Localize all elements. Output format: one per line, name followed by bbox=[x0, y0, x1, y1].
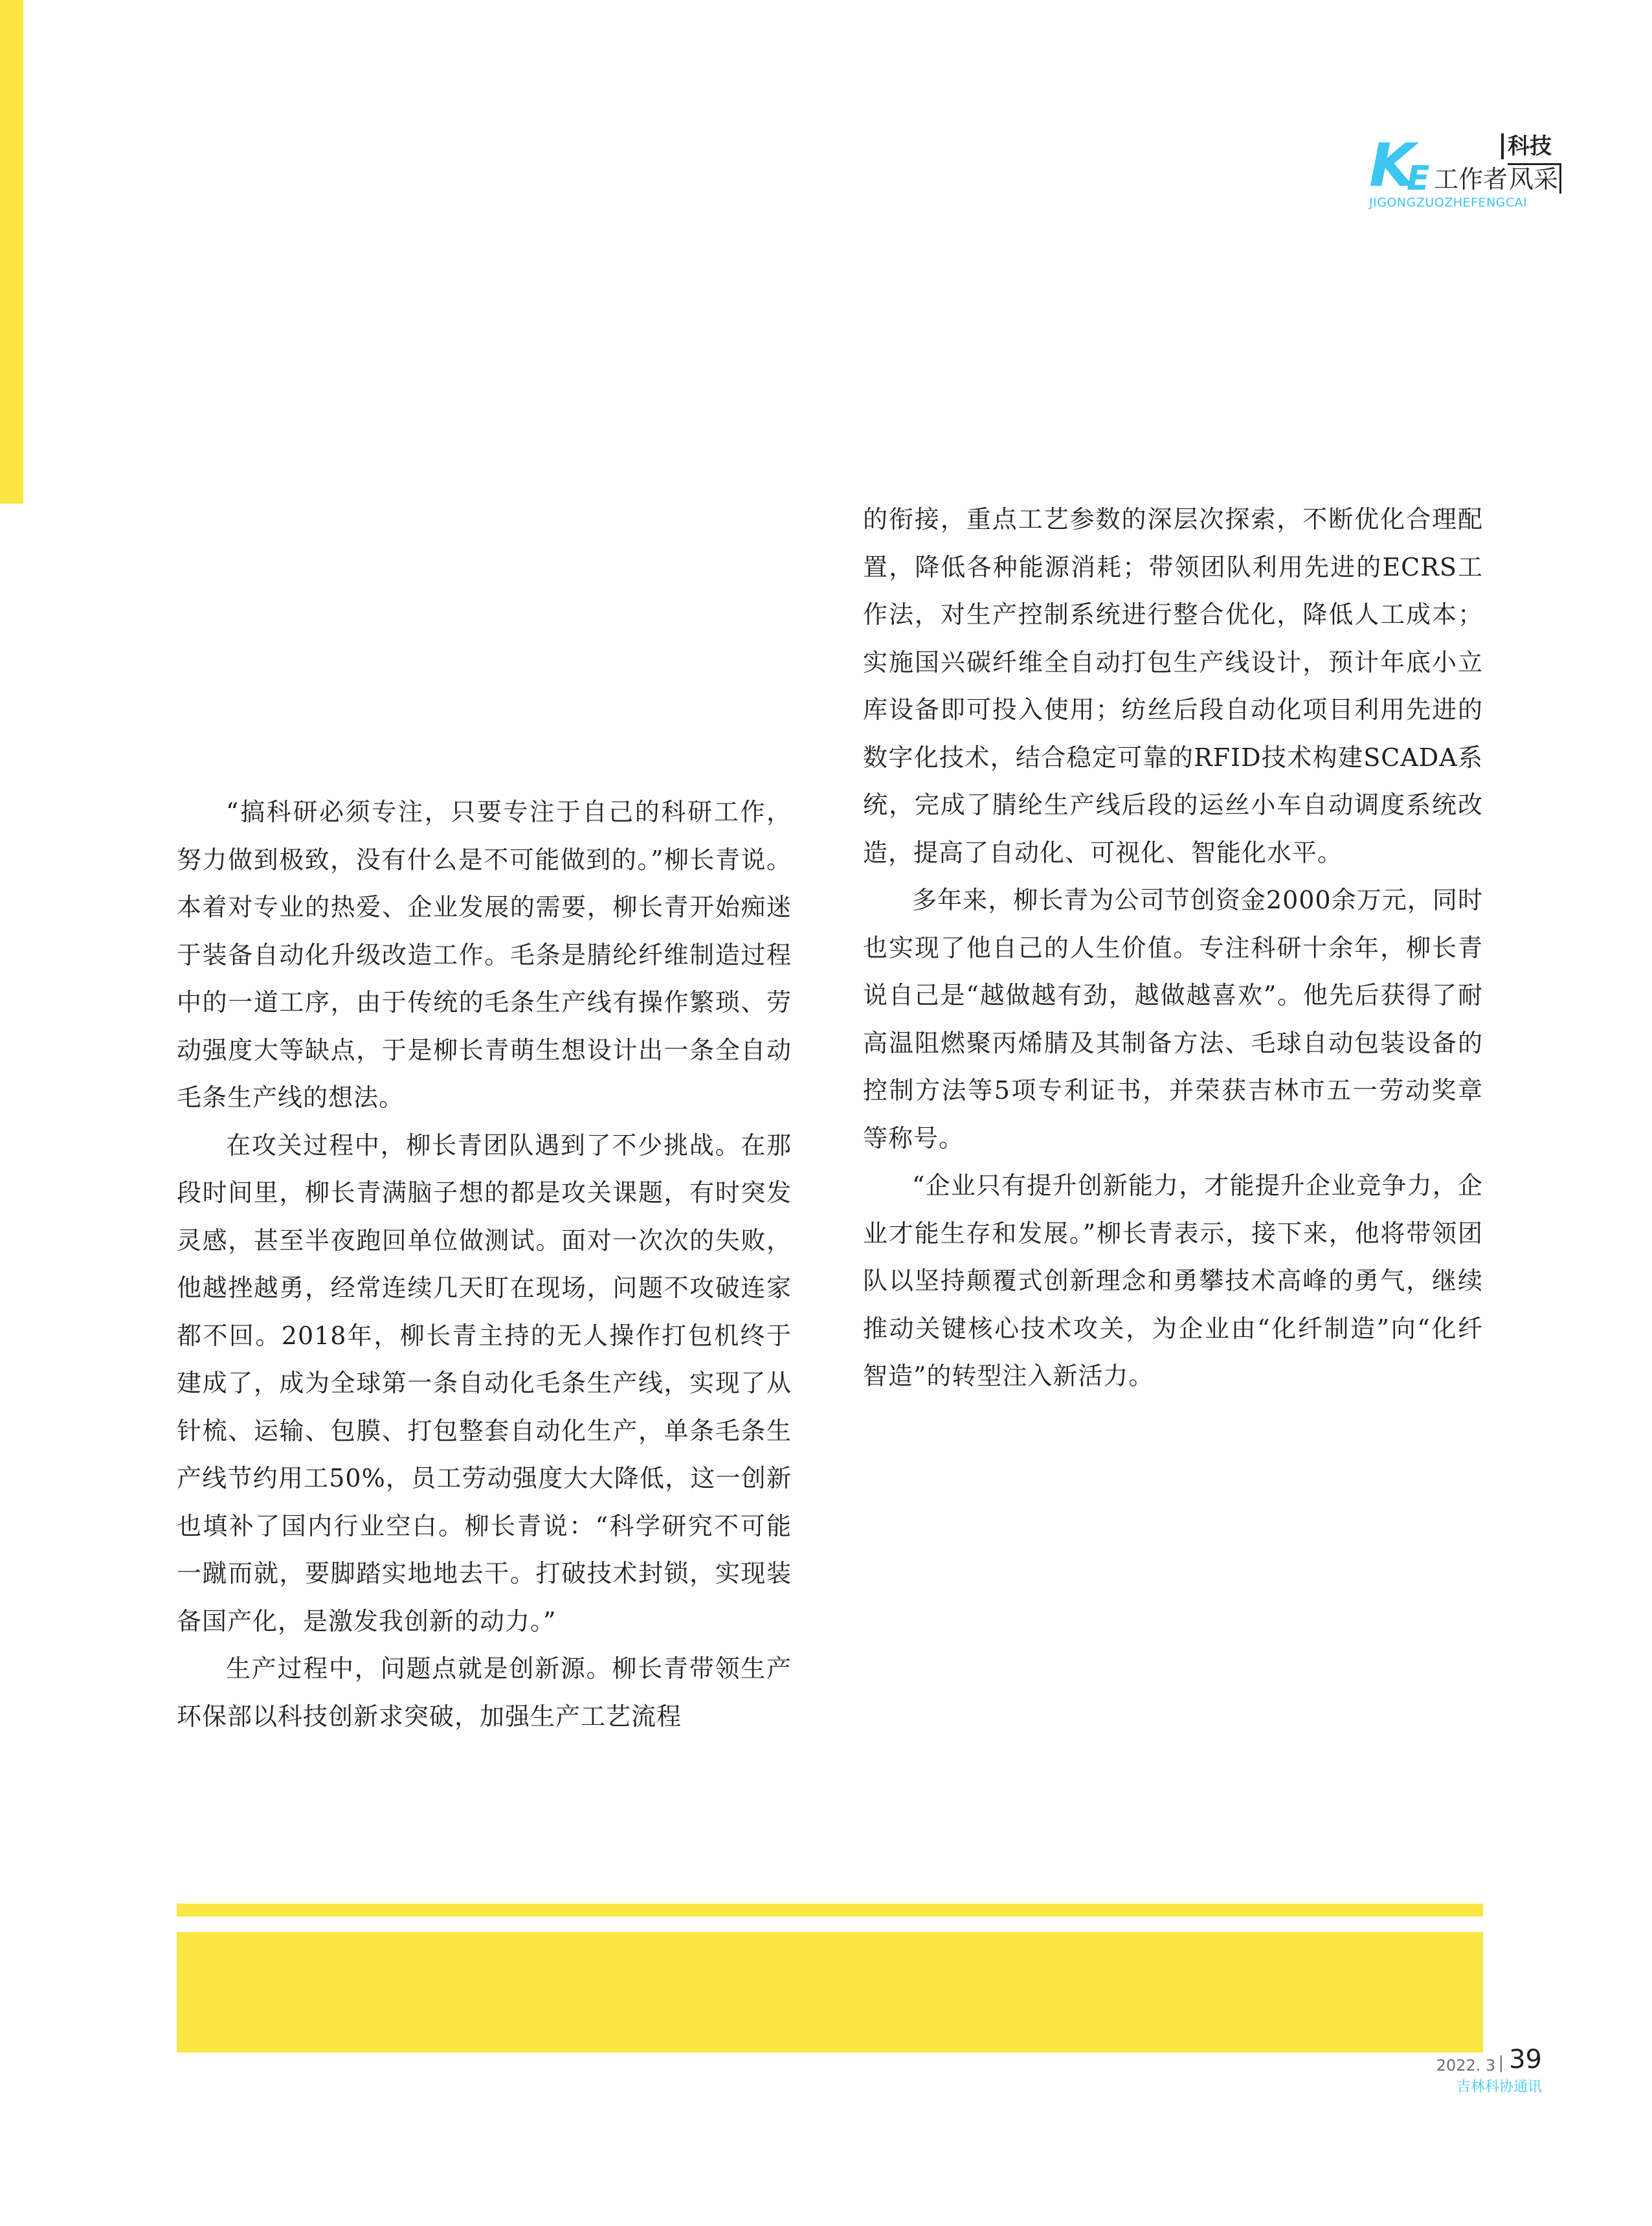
bottom-yellow-block bbox=[177, 1932, 1483, 2052]
logo-e-letter: E bbox=[1407, 159, 1430, 198]
section-title-sub-a: 工作者 bbox=[1434, 165, 1508, 194]
article-column-left bbox=[177, 789, 792, 1740]
section-title-top: 科技 bbox=[1501, 133, 1552, 159]
article-column-right bbox=[863, 496, 1483, 1400]
article-paragraph: 生产过程中，问题点就是创新源。柳长青带领生产环保部以科技创新求突破，加强生产工艺流程 bbox=[177, 1654, 792, 1731]
article-paragraph: 多年来，柳长青为公司节创资金2000余万元，同时也实现了他自己的人生价值。专注科研十余年，柳长青说自己是“越做越有劲，越做越喜欢”。他先后获得了耐高温阻燃聚丙烯腈及其制备方法、毛球自动包装设备的控制方法等5项专利证书，并荣获吉林市五一劳动奖章等称号。 bbox=[863, 886, 1483, 1152]
section-logo bbox=[1369, 127, 1557, 211]
article-paragraph: 在攻关过程中，柳长青团队遇到了不少挑战。在那段时间里，柳长青满脑子想的都是攻关课题，有时突发灵感，甚至半夜跑回单位做测试。面对一次次的失败，他越挫越勇，经常连续几天盯在现场，问题不攻破连家都不回。2018年，柳长青主持的无人操作打包机终于建成了，成为全球第一条自动化毛条生产线，实现了从针梳、运输、包膜、打包整套自动化生产，单条毛条生产线节约用工50%，员工劳动强度大大降低，这一创新也填补了国内行业空白。柳长青说：“科学研究不可能一蹴而就，要脚踏实地地去干。打破技术封锁，实现装备国产化，是激发我创新的动力。” bbox=[177, 1130, 792, 1636]
page-number: 39 bbox=[1509, 2045, 1542, 2074]
article-paragraph: “企业只有提升创新能力，才能提升企业竞争力，企业才能生存和发展。”柳长青表示，接下来，他将带领团队以坚持颠覆式创新理念和勇攀技术高峰的勇气，继续推动关键核心技术攻关，为企业由“化纤制造”向“化纤智造”的转型注入新活力。 bbox=[863, 1171, 1483, 1390]
article-paragraph: “搞科研必须专注，只要专注于自己的科研工作，努力做到极致，没有什么是不可能做到的。”柳长青说。本着对专业的热爱、企业发展的需要，柳长青开始痴迷于装备自动化升级改造工作。毛条是腈纶纤维制造过程中的一道工序，由于传统的毛条生产线有操作繁琐、劳动强度大等缺点，于是柳长青萌生想设计出一条全自动毛条生产线的想法。 bbox=[177, 798, 792, 1112]
left-yellow-accent-bar bbox=[0, 0, 23, 504]
logo-k-letter: K bbox=[1369, 131, 1413, 200]
page-footer bbox=[1436, 2045, 1542, 2096]
footer-separator: | bbox=[1498, 2053, 1504, 2073]
issue-date: 2022. 3 bbox=[1436, 2056, 1496, 2074]
section-title-sub-b: 风采 bbox=[1508, 163, 1561, 194]
section-title-sub bbox=[1434, 163, 1561, 194]
bottom-yellow-stripe bbox=[177, 1904, 1483, 1917]
section-pinyin: JIGONGZUOZHEFENGCAI bbox=[1369, 196, 1528, 210]
article-paragraph-continuation: 的衔接，重点工艺参数的深层次探索，不断优化合理配置，降低各种能源消耗；带领团队利用先进的ECRS工作法，对生产控制系统进行整合优化，降低人工成本；实施国兴碳纤维全自动打包生产线设计，预计年底小立库设备即可投入使用；纺丝后段自动化项目利用先进的数字化技术，结合稳定可靠的RFID技术构建SCADA系统，完成了腈纶生产线后段的运丝小车自动调度系统改造，提高了自动化、可视化、智能化水平。 bbox=[863, 505, 1483, 867]
magazine-name: 吉林科协通讯 bbox=[1456, 2079, 1542, 2095]
